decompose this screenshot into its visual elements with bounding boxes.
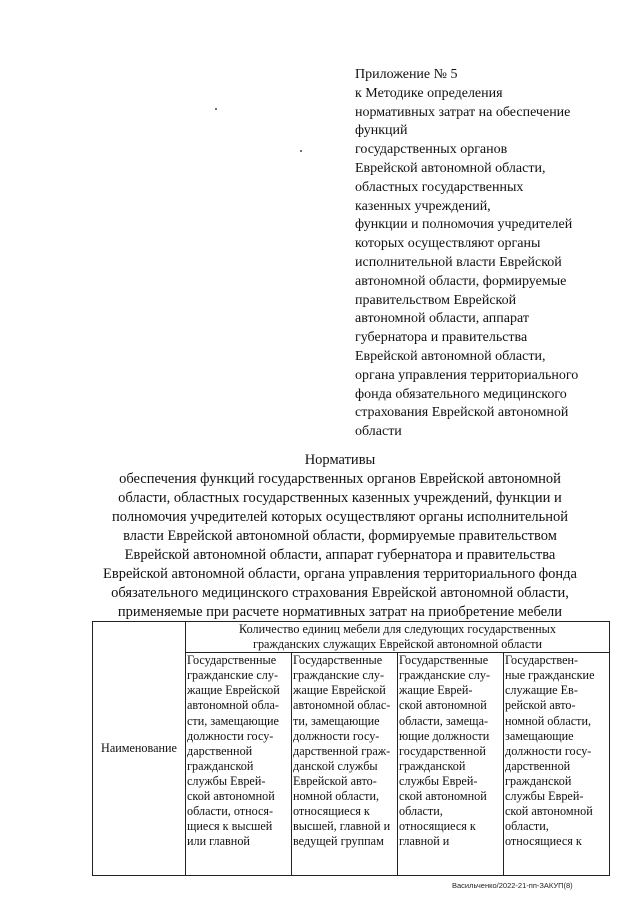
appendix-line: которых осуществляют органы — [355, 236, 541, 252]
title-line: области, областных государственных казенных учреждений, функции и — [118, 490, 562, 506]
title-line: полномочия учредителей которых осуществляют органы исполнительной — [112, 509, 568, 525]
appendix-line: Еврейской автономной области, — [355, 160, 546, 176]
cell-line: автономной обла- — [187, 698, 279, 713]
scan-speck — [300, 150, 302, 152]
cell-line: службы Еврей- — [505, 789, 584, 804]
appendix-line: органа управления территориального — [355, 367, 579, 383]
cell-line: Государствен- — [505, 653, 579, 668]
appendix-line: к Методике определения — [355, 85, 503, 101]
appendix-header — [355, 66, 625, 442]
document-title — [60, 451, 620, 622]
appendix-line: нормативных затрат на обеспечение — [355, 104, 571, 120]
appendix-line: правительством Еврейской — [355, 292, 517, 308]
appendix-line: казенных учреждений, — [355, 198, 491, 214]
cell-line: гражданской — [505, 773, 572, 788]
cell-line: государственной — [399, 743, 486, 758]
title-line: Еврейской автономной области, органа управления территориального фонда — [103, 566, 577, 582]
quantity-header-line: гражданских служащих Еврейской автономной области — [252, 637, 543, 652]
cell-line: номной области, — [505, 713, 592, 728]
cell-line: главной и — [399, 834, 450, 849]
cell-line: или главной — [187, 834, 250, 849]
appendix-line: области — [355, 424, 402, 440]
cell-line: ти, замещающие — [293, 713, 380, 728]
cell-line: относящиеся к — [399, 819, 476, 834]
cell-line: должности госу- — [187, 728, 274, 743]
cell-line: относящиеся к — [293, 804, 370, 819]
cell-line: сти, замещающие — [187, 713, 279, 728]
appendix-line: Приложение № 5 — [355, 67, 458, 82]
category-column-1 — [186, 653, 292, 876]
cell-line: службы Еврей- — [187, 773, 266, 788]
category-column-2 — [292, 653, 398, 876]
cell-line: Еврейской авто- — [293, 773, 377, 788]
title-line: обязательного медицинского страхования Еврейской автономной области, — [111, 585, 569, 601]
table-header-row — [93, 622, 610, 653]
cell-line: рейской авто- — [505, 698, 576, 713]
cell-line: службы Еврей- — [399, 773, 478, 788]
appendix-line: функции и полномочия учредителей — [355, 217, 573, 233]
cell-line: дарственной — [187, 743, 253, 758]
cell-line: относящиеся к — [505, 834, 582, 849]
cell-line: ющие должности — [399, 728, 490, 743]
cell-line: области, — [505, 819, 549, 834]
name-column-header: Наименование — [93, 622, 186, 876]
appendix-line: автономной области, формируемые — [355, 273, 567, 289]
cell-line: жащие Еврейской — [187, 683, 280, 698]
cell-line: ской автономной — [399, 698, 487, 713]
appendix-line: областных государственных — [355, 179, 524, 195]
title-line: обеспечения функций государственных органов Еврейской автономной — [119, 471, 561, 487]
cell-line: ской автономной — [187, 789, 275, 804]
cell-line: гражданской — [187, 758, 254, 773]
cell-line: ской автономной — [399, 789, 487, 804]
cell-line: должности госу- — [505, 743, 592, 758]
cell-line: ные гражданские — [505, 668, 595, 683]
quantity-column-header — [186, 622, 610, 653]
quantity-header-line: Количество единиц мебели для следующих государственных — [239, 622, 556, 636]
appendix-line: функций — [355, 123, 408, 139]
appendix-line: государственных органов — [355, 142, 508, 158]
cell-line: области, — [399, 804, 443, 819]
title-line: Нормативы — [304, 452, 376, 468]
appendix-line: фонда обязательного медицинского — [355, 386, 567, 402]
cell-line: гражданские слу- — [399, 668, 491, 683]
title-line: власти Еврейской автономной области, формируемые правительством — [123, 528, 557, 544]
cell-line: жащие Еврей- — [399, 683, 473, 698]
appendix-line: губернатора и правительства — [355, 330, 528, 346]
cell-line: служащие Ев- — [505, 683, 578, 698]
scan-speck — [215, 108, 217, 110]
appendix-line: страхования Еврейской автономной — [355, 405, 569, 421]
appendix-line: исполнительной власти Еврейской — [355, 254, 562, 270]
category-column-3 — [398, 653, 504, 876]
title-line: применяемые при расчете нормативных затрат на приобретение мебели — [117, 604, 563, 620]
cell-line: области, замеща- — [399, 713, 489, 728]
cell-line: дарственной граж- — [293, 743, 391, 758]
cell-line: данской службы — [293, 758, 378, 773]
cell-line: гражданские слу- — [187, 668, 279, 683]
cell-line: автономной облас- — [293, 698, 391, 713]
cell-line: должности госу- — [293, 728, 380, 743]
cell-line: номной области, — [293, 789, 380, 804]
cell-line: Государственные — [399, 653, 489, 668]
appendix-line: Еврейской автономной области, — [355, 348, 546, 364]
cell-line: Государственные — [187, 653, 277, 668]
cell-line: Государственные — [293, 653, 383, 668]
cell-line: гражданские слу- — [293, 668, 385, 683]
document-registration-footer: Васильченко/2022-21-пп-ЗАКУП(8) — [452, 881, 573, 890]
cell-line: жащие Еврейской — [293, 683, 386, 698]
furniture-norms-table — [92, 621, 610, 876]
title-line: Еврейской автономной области, аппарат губернатора и правительства — [124, 547, 556, 563]
cell-line: высшей, главной и — [293, 819, 391, 834]
cell-line: области, относя- — [187, 804, 274, 819]
category-column-4 — [504, 653, 610, 876]
cell-line: гражданской — [399, 758, 466, 773]
cell-line: дарственной — [505, 758, 571, 773]
appendix-line: автономной области, аппарат — [355, 311, 529, 327]
cell-line: замещающие — [505, 728, 574, 743]
cell-line: ведущей группам — [293, 834, 384, 849]
cell-line: щиеся к высшей — [187, 819, 273, 834]
cell-line: ской автономной — [505, 804, 593, 819]
